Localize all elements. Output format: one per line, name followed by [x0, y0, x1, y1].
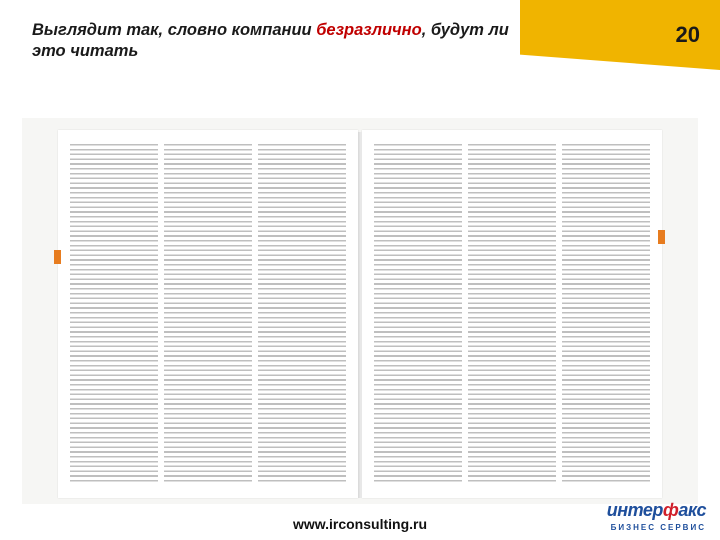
text-column: [562, 144, 650, 484]
annual-report-spread-image: [22, 118, 698, 504]
text-column: [258, 144, 346, 484]
logo-subtitle: БИЗНЕС СЕРВИС: [610, 523, 706, 532]
page-edge-marker: [658, 230, 665, 244]
page-number: 20: [675, 22, 700, 47]
report-page-left: [58, 130, 358, 498]
interfax-logo: [606, 500, 706, 536]
slide-title: [32, 20, 512, 62]
title-text-end: , будут ли это читать: [32, 21, 509, 60]
page-edge-marker: [54, 250, 61, 264]
website-url: www.irconsulting.ru: [292, 516, 428, 532]
title-highlight: безразлично: [316, 21, 422, 39]
text-column: [468, 144, 556, 484]
report-page-right: [362, 130, 662, 498]
logo-wordmark: интерфакс: [606, 500, 706, 520]
title-text-start: Выглядит так, словно компании: [32, 21, 317, 39]
text-column: [164, 144, 252, 484]
text-column: [70, 144, 158, 484]
text-column: [374, 144, 462, 484]
slide-header: [0, 0, 720, 62]
